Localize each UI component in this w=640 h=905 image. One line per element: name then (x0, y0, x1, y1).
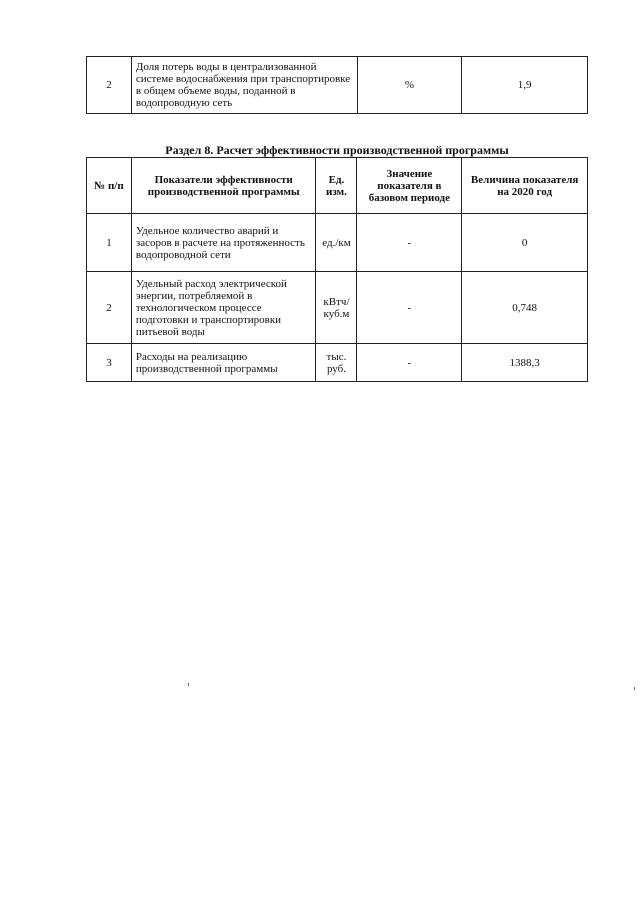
table-header-row (87, 158, 588, 214)
base-cell: - (357, 272, 462, 344)
header-unit: Ед. изм. (316, 158, 357, 214)
unit-cell: % (357, 57, 462, 114)
indicator-cell: Расходы на реализацию производственной программы (131, 344, 316, 382)
top-table (86, 56, 588, 114)
base-cell: - (357, 344, 462, 382)
base-cell: - (357, 214, 462, 272)
unit-cell: тыс. руб. (316, 344, 357, 382)
row-number: 2 (87, 272, 132, 344)
table-row (87, 272, 588, 344)
section-title: Раздел 8. Расчет эффективности производственной программы (165, 143, 509, 157)
efficiency-table (86, 157, 588, 382)
scan-speck (188, 683, 189, 686)
header-value: Величина показателя на 2020 год (462, 158, 588, 214)
row-number: 3 (87, 344, 132, 382)
value-cell: 0 (462, 214, 588, 272)
value-cell: 1,9 (462, 57, 588, 114)
header-indicator: Показатели эффективности производственной программы (131, 158, 316, 214)
scan-speck (634, 687, 635, 690)
header-base: Значение показателя в базовом периоде (357, 158, 462, 214)
indicator-cell: Удельное количество аварий и засоров в расчете на протяженность водопроводной сети (131, 214, 316, 272)
table-row (87, 344, 588, 382)
value-cell: 0,748 (462, 272, 588, 344)
table-row (87, 57, 588, 114)
header-num: № п/п (87, 158, 132, 214)
indicator-cell: Удельный расход электрической энергии, потребляемой в технологическом процессе подготовки и транспортировки питьевой воды (131, 272, 316, 344)
row-number: 2 (87, 57, 132, 114)
value-cell: 1388,3 (462, 344, 588, 382)
unit-cell: ед./км (316, 214, 357, 272)
indicator-cell: Доля потерь воды в централизованной системе водоснабжения при транспортировке в общем объеме воды, поданной в водопроводную сеть (131, 57, 357, 114)
row-number: 1 (87, 214, 132, 272)
table-row (87, 214, 588, 272)
unit-cell: кВтч/ куб.м (316, 272, 357, 344)
